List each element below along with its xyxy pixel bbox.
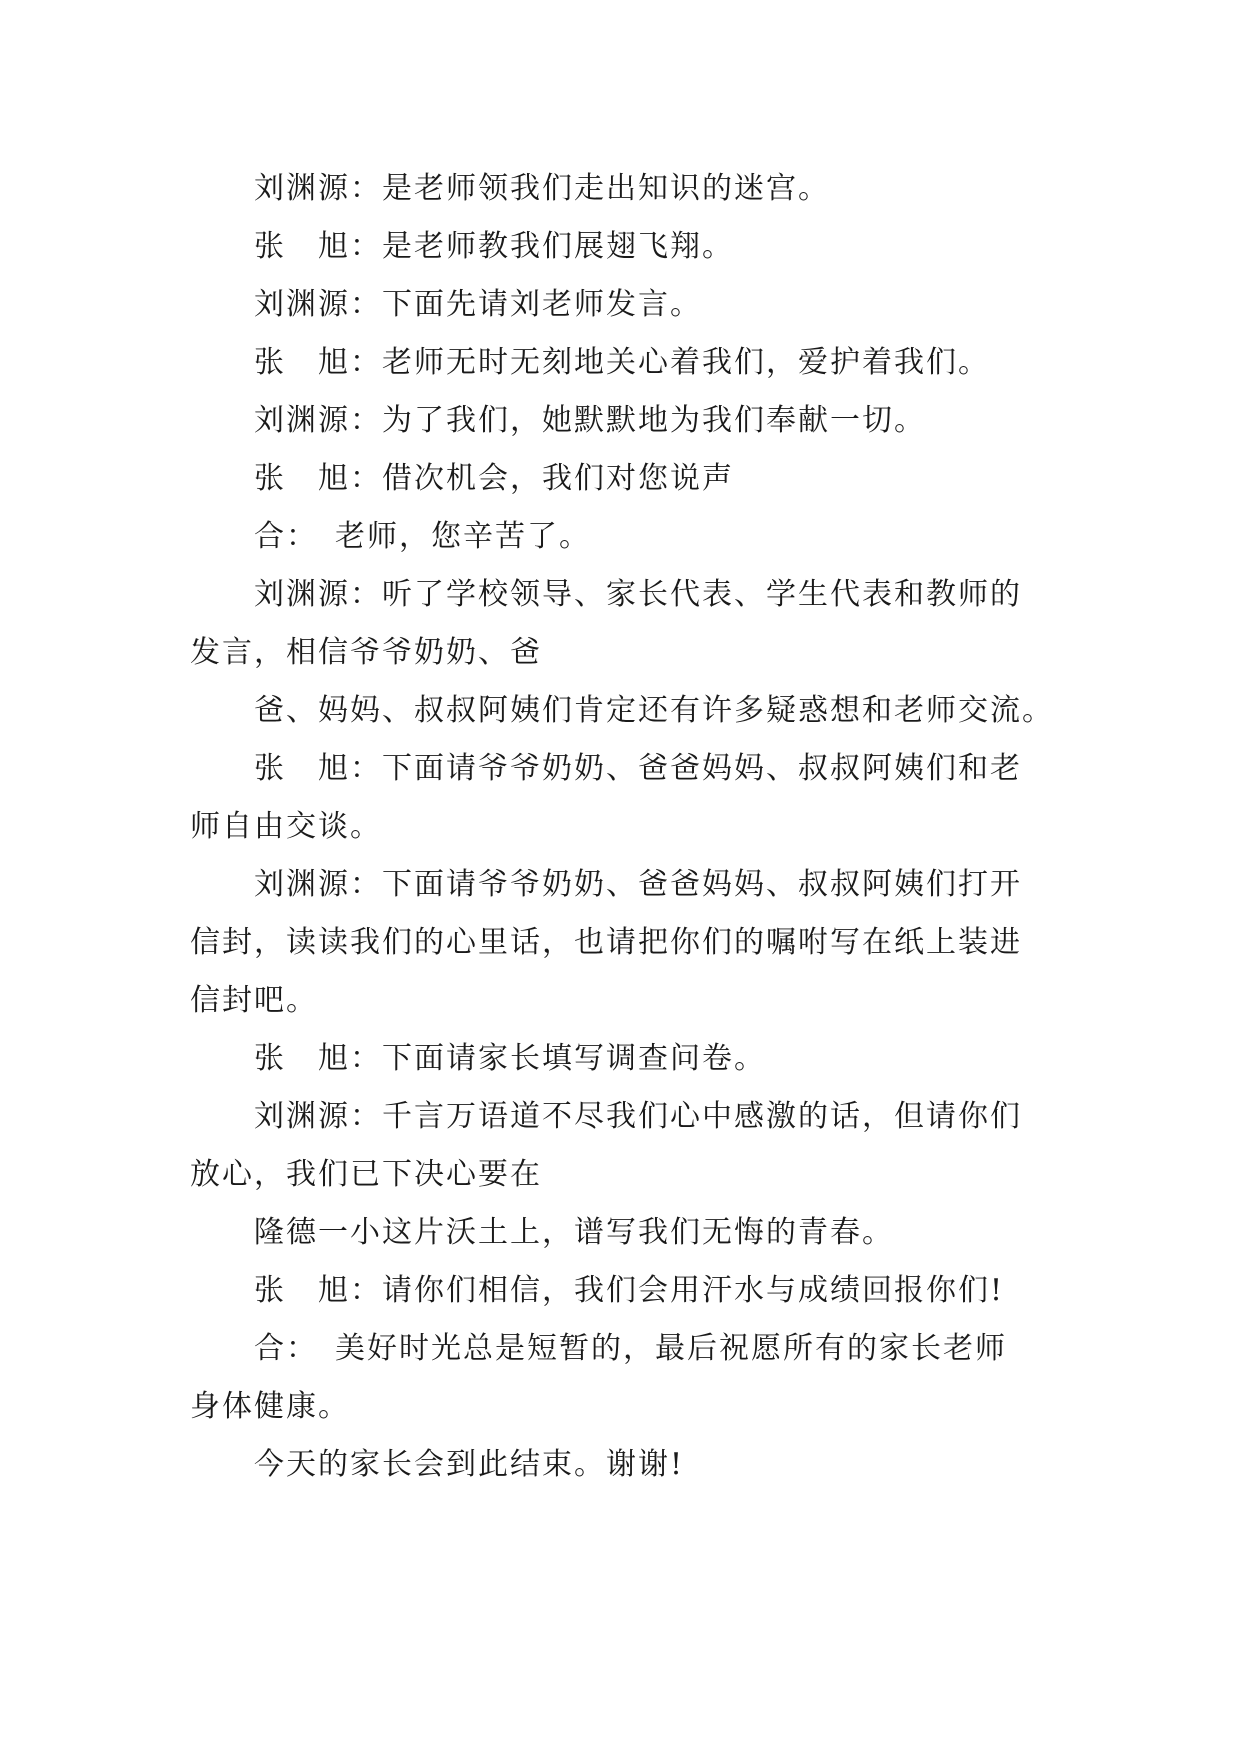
text-line: 张 旭：老师无时无刻地关心着我们，爱护着我们。 xyxy=(254,345,990,380)
paragraph xyxy=(190,1262,1060,1320)
paragraph xyxy=(190,276,1060,334)
text-line: 刘渊源：是老师领我们走出知识的迷宫。 xyxy=(254,171,830,206)
text-line: 刘渊源：为了我们，她默默地为我们奉献一切。 xyxy=(254,403,926,438)
text-line: 张 旭：下面请爷爷奶奶、爸爸妈妈、叔叔阿姨们和老 xyxy=(254,751,1022,786)
text-line: 放心，我们已下决心要在 xyxy=(190,1157,542,1192)
text-line: 今天的家长会到此结束。谢谢! xyxy=(254,1447,685,1482)
paragraph xyxy=(190,508,1060,566)
paragraph xyxy=(190,160,1060,218)
text-line: 刘渊源：千言万语道不尽我们心中感激的话，但请你们 xyxy=(254,1099,1022,1134)
paragraph xyxy=(190,1030,1060,1088)
script-text-block xyxy=(190,160,1060,1494)
paragraph xyxy=(190,682,1060,740)
paragraph xyxy=(190,334,1060,392)
paragraph xyxy=(190,392,1060,450)
paragraph xyxy=(190,566,1060,682)
text-line: 信封吧。 xyxy=(190,983,318,1018)
text-line: 身体健康。 xyxy=(190,1389,350,1424)
text-line: 合： 老师，您辛苦了。 xyxy=(254,519,591,554)
paragraph xyxy=(190,218,1060,276)
paragraph xyxy=(190,1436,1060,1494)
paragraph xyxy=(190,1088,1060,1204)
paragraph xyxy=(190,450,1060,508)
text-line: 刘渊源：下面请爷爷奶奶、爸爸妈妈、叔叔阿姨们打开 xyxy=(254,867,1022,902)
text-line: 信封，读读我们的心里话，也请把你们的嘱咐写在纸上装进 xyxy=(190,925,1022,960)
text-line: 隆德一小这片沃土上，谱写我们无悔的青春。 xyxy=(254,1215,894,1250)
paragraph xyxy=(190,1204,1060,1262)
paragraph xyxy=(190,740,1060,856)
text-line: 张 旭：是老师教我们展翅飞翔。 xyxy=(254,229,734,264)
text-line: 合： 美好时光总是短暂的，最后祝愿所有的家长老师 xyxy=(254,1331,1007,1366)
text-line: 张 旭：请你们相信，我们会用汗水与成绩回报你们! xyxy=(254,1273,1005,1308)
text-line: 刘渊源：下面先请刘老师发言。 xyxy=(254,287,702,322)
paragraph xyxy=(190,856,1060,1030)
text-line: 张 旭：下面请家长填写调查问卷。 xyxy=(254,1041,766,1076)
text-line: 刘渊源：听了学校领导、家长代表、学生代表和教师的 xyxy=(254,577,1022,612)
text-line: 师自由交谈。 xyxy=(190,809,382,844)
text-line: 发言，相信爷爷奶奶、爸 xyxy=(190,635,542,670)
text-line: 张 旭：借次机会，我们对您说声 xyxy=(254,461,734,496)
text-line: 爸、妈妈、叔叔阿姨们肯定还有许多疑惑想和老师交流。 xyxy=(254,693,1054,728)
paragraph xyxy=(190,1320,1060,1436)
